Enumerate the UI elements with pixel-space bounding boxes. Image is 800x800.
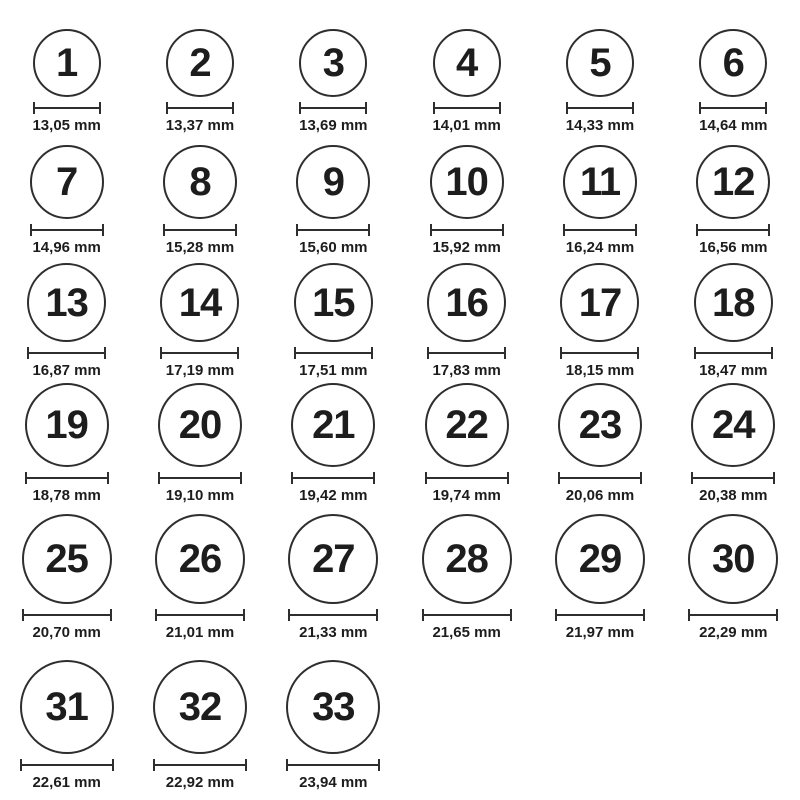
ring-circle: [160, 263, 239, 342]
dimension-right-tick: [510, 609, 512, 621]
dimension-right-tick: [110, 609, 112, 621]
ring-diameter-label: 17,19 mm: [165, 362, 235, 379]
diameter-dimension-line: [288, 609, 378, 621]
ring-diameter-label: 19,42 mm: [299, 487, 368, 504]
ring-size-item: [667, 381, 800, 506]
chart-row: [0, 506, 800, 643]
chart-row: [0, 643, 800, 793]
ring-circle: [25, 383, 109, 467]
ring-diameter-label: 18,15 mm: [565, 362, 635, 379]
ring-size-number: 20: [178, 403, 222, 447]
ring-circle: [425, 383, 509, 467]
ring-size-item: [0, 643, 133, 793]
ring-size-number: 32: [178, 685, 222, 729]
ring-size-number: 6: [722, 41, 744, 85]
ring-size-item: [133, 8, 266, 136]
ring-circle: [163, 145, 237, 219]
ring-size-number: 31: [45, 685, 88, 729]
ring-circle: [294, 263, 373, 342]
dimension-right-tick: [502, 224, 504, 236]
ring-size-item: [667, 136, 800, 258]
dimension-bar: [696, 229, 770, 231]
ring-size-item: [667, 8, 800, 136]
ring-diameter-label: 21,33 mm: [299, 624, 368, 641]
dimension-bar: [694, 352, 773, 354]
diameter-dimension-line: [158, 472, 242, 484]
dimension-right-tick: [643, 609, 645, 621]
dimension-bar: [166, 107, 234, 109]
dimension-right-tick: [776, 609, 778, 621]
ring-diameter-label: 22,92 mm: [165, 774, 235, 791]
ring-circle: [566, 29, 634, 97]
ring-diameter-label: 18,78 mm: [32, 487, 101, 504]
ring-size-item: [400, 258, 533, 381]
ring-size-number: 27: [312, 537, 355, 581]
ring-circle: [560, 263, 639, 342]
diameter-dimension-line: [688, 609, 778, 621]
diameter-dimension-line: [425, 472, 509, 484]
diameter-dimension-line: [555, 609, 645, 621]
ring-circle: [555, 514, 645, 604]
ring-circle: [563, 145, 637, 219]
dimension-right-tick: [507, 472, 509, 484]
ring-diameter-label: 20,70 mm: [32, 624, 101, 641]
dimension-bar: [27, 352, 106, 354]
dimension-right-tick: [371, 347, 373, 359]
dimension-right-tick: [102, 224, 104, 236]
ring-circle: [22, 514, 112, 604]
ring-size-number: 16: [445, 280, 488, 325]
ring-size-item: [533, 506, 666, 643]
ring-diameter-label: 16,24 mm: [565, 239, 635, 256]
diameter-dimension-line: [694, 347, 773, 359]
ring-size-item: [267, 8, 400, 136]
dimension-right-tick: [376, 609, 378, 621]
ring-diameter-label: 17,83 mm: [432, 362, 501, 379]
ring-size-item: [400, 506, 533, 643]
dimension-right-tick: [632, 102, 634, 114]
ring-size-number: 10: [445, 160, 488, 204]
ring-size-number: 25: [45, 537, 88, 581]
dimension-bar: [153, 764, 247, 766]
ring-size-number: 29: [578, 537, 622, 581]
ring-diameter-label: 14,01 mm: [432, 117, 501, 134]
diameter-dimension-line: [296, 224, 370, 236]
dimension-right-tick: [640, 472, 642, 484]
ring-size-number: 12: [712, 160, 755, 204]
chart-row: [0, 381, 800, 506]
ring-size-number: 9: [322, 160, 344, 204]
ring-size-number: 13: [45, 280, 88, 325]
dimension-right-tick: [771, 347, 773, 359]
diameter-dimension-line: [33, 102, 101, 114]
dimension-bar: [20, 764, 114, 766]
diameter-dimension-line: [433, 102, 501, 114]
ring-circle: [422, 514, 512, 604]
ring-size-item: [0, 381, 133, 506]
dimension-bar: [433, 107, 501, 109]
dimension-bar: [291, 477, 375, 479]
dimension-bar: [22, 614, 112, 616]
ring-circle: [691, 383, 775, 467]
dimension-bar: [294, 352, 373, 354]
dimension-bar: [699, 107, 767, 109]
dimension-right-tick: [773, 472, 775, 484]
diameter-dimension-line: [160, 347, 239, 359]
ring-diameter-label: 16,56 mm: [699, 239, 768, 256]
ring-circle: [688, 514, 778, 604]
diameter-dimension-line: [155, 609, 245, 621]
ring-diameter-label: 13,37 mm: [165, 117, 235, 134]
ring-diameter-label: 14,96 mm: [32, 239, 101, 256]
ring-size-number: 28: [445, 537, 488, 581]
ring-circle: [558, 383, 642, 467]
dimension-right-tick: [378, 759, 380, 771]
ring-circle: [694, 263, 773, 342]
dimension-right-tick: [107, 472, 109, 484]
ring-size-item: [267, 136, 400, 258]
dimension-right-tick: [243, 609, 245, 621]
ring-size-number: 3: [322, 41, 344, 85]
diameter-dimension-line: [566, 102, 634, 114]
ring-diameter-label: 21,01 mm: [165, 624, 235, 641]
ring-size-item: [667, 506, 800, 643]
dimension-right-tick: [504, 347, 506, 359]
diameter-dimension-line: [153, 759, 247, 771]
dimension-right-tick: [99, 102, 101, 114]
ring-size-number: 8: [189, 160, 211, 204]
ring-diameter-label: 23,94 mm: [299, 774, 368, 791]
ring-diameter-label: 19,74 mm: [432, 487, 501, 504]
ring-size-item: [400, 136, 533, 258]
ring-diameter-label: 17,51 mm: [299, 362, 368, 379]
ring-size-item: [267, 643, 400, 793]
ring-diameter-label: 18,47 mm: [699, 362, 768, 379]
ring-size-item: [133, 258, 266, 381]
diameter-dimension-line: [696, 224, 770, 236]
ring-diameter-label: 22,61 mm: [32, 774, 101, 791]
dimension-right-tick: [765, 102, 767, 114]
ring-size-item: [0, 506, 133, 643]
ring-circle: [288, 514, 378, 604]
ring-size-item: [267, 506, 400, 643]
ring-diameter-label: 21,65 mm: [432, 624, 501, 641]
dimension-right-tick: [768, 224, 770, 236]
ring-size-item: [133, 381, 266, 506]
ring-size-item: [533, 136, 666, 258]
dimension-bar: [563, 229, 637, 231]
ring-circle: [430, 145, 504, 219]
ring-size-number: 11: [579, 160, 621, 204]
ring-diameter-label: 14,33 mm: [565, 117, 635, 134]
diameter-dimension-line: [30, 224, 104, 236]
dimension-right-tick: [365, 102, 367, 114]
diameter-dimension-line: [691, 472, 775, 484]
ring-size-number: 23: [578, 403, 622, 447]
ring-circle: [699, 29, 767, 97]
dimension-right-tick: [637, 347, 639, 359]
dimension-bar: [33, 107, 101, 109]
dimension-bar: [163, 229, 237, 231]
diameter-dimension-line: [22, 609, 112, 621]
diameter-dimension-line: [291, 472, 375, 484]
dimension-bar: [299, 107, 367, 109]
ring-size-number: 4: [456, 41, 478, 85]
diameter-dimension-line: [427, 347, 506, 359]
ring-diameter-label: 13,69 mm: [299, 117, 368, 134]
diameter-dimension-line: [563, 224, 637, 236]
dimension-bar: [566, 107, 634, 109]
dimension-right-tick: [235, 224, 237, 236]
dimension-bar: [430, 229, 504, 231]
diameter-dimension-line: [294, 347, 373, 359]
ring-size-item: [400, 381, 533, 506]
diameter-dimension-line: [163, 224, 237, 236]
ring-circle: [27, 263, 106, 342]
dimension-right-tick: [245, 759, 247, 771]
ring-diameter-label: 20,38 mm: [699, 487, 768, 504]
ring-circle: [30, 145, 104, 219]
ring-size-item: [667, 258, 800, 381]
ring-size-item: [133, 643, 266, 793]
ring-circle: [299, 29, 367, 97]
ring-size-number: 17: [578, 280, 622, 325]
ring-size-item: [533, 8, 666, 136]
ring-circle: [291, 383, 375, 467]
ring-circle: [153, 660, 247, 754]
dimension-bar: [427, 352, 506, 354]
dimension-bar: [155, 614, 245, 616]
dimension-bar: [691, 477, 775, 479]
ring-circle: [158, 383, 242, 467]
ring-circle: [20, 660, 114, 754]
ring-size-number: 24: [712, 403, 755, 447]
ring-circle: [155, 514, 245, 604]
ring-circle: [696, 145, 770, 219]
ring-diameter-label: 15,60 mm: [299, 239, 368, 256]
diameter-dimension-line: [558, 472, 642, 484]
ring-diameter-label: 19,10 mm: [165, 487, 235, 504]
dimension-bar: [425, 477, 509, 479]
diameter-dimension-line: [27, 347, 106, 359]
dimension-bar: [30, 229, 104, 231]
ring-circle: [427, 263, 506, 342]
dimension-bar: [555, 614, 645, 616]
dimension-bar: [558, 477, 642, 479]
ring-size-item: [267, 381, 400, 506]
diameter-dimension-line: [422, 609, 512, 621]
dimension-right-tick: [112, 759, 114, 771]
dimension-right-tick: [373, 472, 375, 484]
chart-row: [0, 136, 800, 258]
ring-size-item: [0, 8, 133, 136]
chart-row: [0, 8, 800, 136]
diameter-dimension-line: [25, 472, 109, 484]
dimension-right-tick: [240, 472, 242, 484]
ring-size-number: 22: [445, 403, 488, 447]
dimension-right-tick: [368, 224, 370, 236]
ring-size-number: 14: [178, 280, 222, 325]
ring-size-item: [533, 258, 666, 381]
dimension-right-tick: [499, 102, 501, 114]
ring-size-item: [0, 258, 133, 381]
ring-circle: [33, 29, 101, 97]
dimension-bar: [560, 352, 639, 354]
ring-size-number: 30: [712, 537, 755, 581]
ring-diameter-label: 15,92 mm: [432, 239, 501, 256]
ring-diameter-label: 20,06 mm: [565, 487, 635, 504]
ring-size-item: [0, 136, 133, 258]
ring-diameter-label: 21,97 mm: [565, 624, 635, 641]
ring-size-item: [267, 258, 400, 381]
ring-size-number: 15: [312, 280, 355, 325]
ring-diameter-label: 14,64 mm: [699, 117, 768, 134]
dimension-right-tick: [104, 347, 106, 359]
ring-diameter-label: 15,28 mm: [165, 239, 235, 256]
ring-size-item: [533, 381, 666, 506]
dimension-right-tick: [232, 102, 234, 114]
ring-circle: [286, 660, 380, 754]
dimension-bar: [286, 764, 380, 766]
dimension-right-tick: [237, 347, 239, 359]
dimension-bar: [160, 352, 239, 354]
dimension-bar: [25, 477, 109, 479]
ring-diameter-label: 22,29 mm: [699, 624, 768, 641]
ring-circle: [166, 29, 234, 97]
dimension-right-tick: [635, 224, 637, 236]
ring-size-item: [133, 506, 266, 643]
ring-diameter-label: 16,87 mm: [32, 362, 101, 379]
dimension-bar: [158, 477, 242, 479]
dimension-bar: [422, 614, 512, 616]
ring-size-number: 19: [45, 403, 88, 447]
ring-size-number: 18: [712, 280, 755, 325]
diameter-dimension-line: [166, 102, 234, 114]
ring-size-number: 26: [178, 537, 222, 581]
diameter-dimension-line: [430, 224, 504, 236]
ring-diameter-label: 13,05 mm: [32, 117, 101, 134]
chart-row: [0, 258, 800, 381]
diameter-dimension-line: [560, 347, 639, 359]
diameter-dimension-line: [299, 102, 367, 114]
ring-size-number: 7: [56, 160, 78, 204]
dimension-bar: [288, 614, 378, 616]
diameter-dimension-line: [20, 759, 114, 771]
ring-size-item: [400, 8, 533, 136]
ring-size-number: 21: [312, 403, 355, 447]
ring-size-item: [133, 136, 266, 258]
ring-circle: [433, 29, 501, 97]
ring-circle: [296, 145, 370, 219]
diameter-dimension-line: [699, 102, 767, 114]
ring-size-number: 33: [312, 685, 355, 729]
diameter-dimension-line: [286, 759, 380, 771]
ring-size-number: 2: [189, 41, 211, 85]
dimension-bar: [296, 229, 370, 231]
ring-size-number: 5: [589, 41, 611, 85]
ring-size-number: 1: [56, 41, 78, 85]
dimension-bar: [688, 614, 778, 616]
